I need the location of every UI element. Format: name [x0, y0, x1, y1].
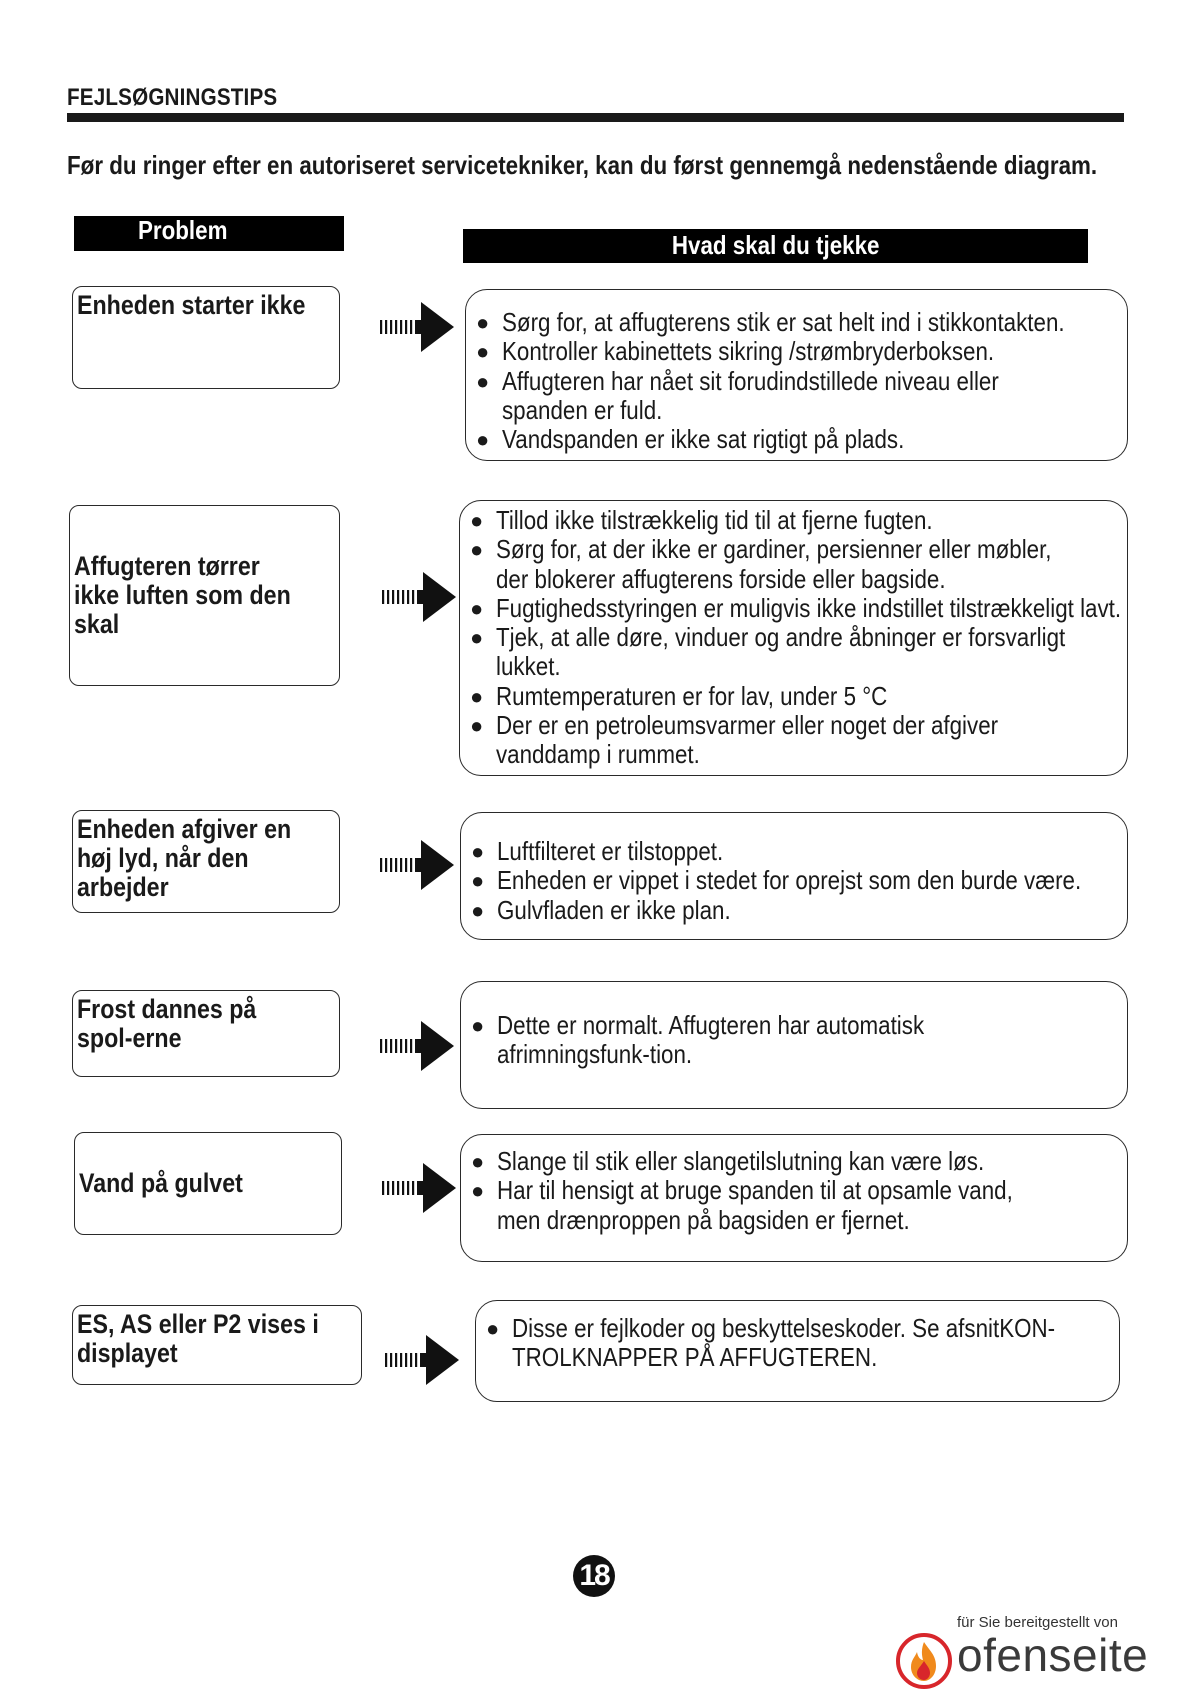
bullet-icon: ●: [476, 339, 490, 365]
bullet-icon: ●: [470, 537, 484, 563]
arrow-right-icon: [380, 1161, 460, 1215]
bullet-icon: ●: [476, 368, 490, 394]
check-item: ● Tillod ikke tilstrækkelig tid til at fjerne fugten.: [470, 505, 933, 535]
arrow-right-icon: [380, 570, 460, 624]
flame-logo-icon: [896, 1633, 952, 1689]
problem-box: Enheden starter ikke: [72, 286, 340, 389]
check-item: ● Tjek, at alle døre, vinduer og andre åbninger er forsvarligt lukket.: [470, 622, 1066, 682]
problem-box: Vand på gulvet: [74, 1132, 342, 1235]
check-item: ● Kontroller kabinettets sikring /strømbryderboksen.: [476, 336, 995, 367]
page-title: FEJLSØGNINGSTIPS: [67, 84, 278, 111]
check-item: ● Rumtemperaturen er for lav, under 5 °C: [470, 680, 888, 711]
check-item: ● Disse er fejlkoder og beskyttelseskoder. Se afsnitKON-TROLKNAPPER PÅ AFFUGTEREN.: [486, 1313, 1056, 1373]
check-item: ● Luftfilteret er tilstoppet.: [471, 836, 724, 866]
bullet-icon: ●: [470, 508, 484, 533]
page-number: 18: [573, 1555, 615, 1597]
attribution-text: für Sie bereitgestellt von: [957, 1614, 1118, 1631]
problem-box: Frost dannes på spol-erne: [72, 990, 340, 1077]
check-box: [460, 1134, 1128, 1262]
arrow-right-icon: [378, 300, 458, 354]
bullet-icon: ●: [476, 427, 490, 453]
check-item: ● Sørg for, at der ikke er gardiner, persienner eller møbler, der blokerer affugterens forside eller bagside.: [470, 534, 1052, 594]
intro-text: Før du ringer efter en autoriseret servicetekniker, kan du først gennemgå nedenstående diagram.: [67, 150, 1098, 180]
bullet-icon: ●: [470, 713, 484, 739]
check-box: [460, 981, 1128, 1109]
check-item: ● Dette er normalt. Affugteren har automatisk afrimningsfunk-tion.: [471, 1010, 925, 1070]
problem-box: Enheden afgiver en høj lyd, når den arbejder: [72, 810, 340, 913]
arrow-right-icon: [378, 1019, 458, 1073]
bullet-icon: ●: [471, 897, 485, 923]
check-item: ● Har til hensigt at bruge spanden til at opsamle vand, men drænproppen på bagsiden er fjernet.: [471, 1175, 1013, 1235]
brand-name: ofenseite: [957, 1629, 1149, 1681]
check-box: [459, 500, 1128, 776]
check-box: [460, 812, 1128, 940]
check-item: ● Affugteren har nået sit forudindstillede niveau eller spanden er fuld.: [476, 365, 999, 425]
bullet-icon: ●: [471, 1013, 485, 1038]
check-item: ● Gulvfladen er ikke plan.: [471, 894, 731, 925]
arrow-right-icon: [378, 838, 458, 892]
problem-column-header: Problem: [74, 216, 344, 251]
problem-box: Affugteren tørrer ikke luften som den skal: [69, 505, 340, 686]
check-box: [475, 1300, 1120, 1402]
bullet-icon: ●: [471, 1178, 485, 1204]
check-item: ● Sørg for, at affugterens stik er sat helt ind i stikkontakten.: [476, 307, 1065, 337]
title-divider: [67, 113, 1124, 122]
bullet-icon: ●: [476, 310, 490, 335]
check-item: ● Enheden er vippet i stedet for oprejst som den burde være.: [471, 865, 1082, 896]
bullet-icon: ●: [471, 868, 485, 894]
bullet-icon: ●: [470, 595, 484, 621]
problem-box: ES, AS eller P2 vises i displayet: [72, 1305, 362, 1385]
bullet-icon: ●: [486, 1316, 500, 1341]
check-item: ● Der er en petroleumsvarmer eller noget der afgiver vanddamp i rummet.: [470, 710, 999, 770]
check-item: ● Vandspanden er ikke sat rigtigt på plads.: [476, 424, 905, 455]
bullet-icon: ●: [470, 625, 484, 651]
arrow-right-icon: [383, 1333, 463, 1387]
bullet-icon: ●: [471, 839, 485, 864]
check-box: [465, 289, 1128, 461]
check-column-header: Hvad skal du tjekke: [463, 229, 1088, 263]
bullet-icon: ●: [471, 1149, 485, 1174]
check-item: ● Fugtighedsstyringen er muligvis ikke indstillet tilstrækkeligt lavt.: [470, 592, 1122, 623]
check-item: ● Slange til stik eller slangetilslutning kan være løs.: [471, 1146, 985, 1176]
bullet-icon: ●: [470, 683, 484, 709]
